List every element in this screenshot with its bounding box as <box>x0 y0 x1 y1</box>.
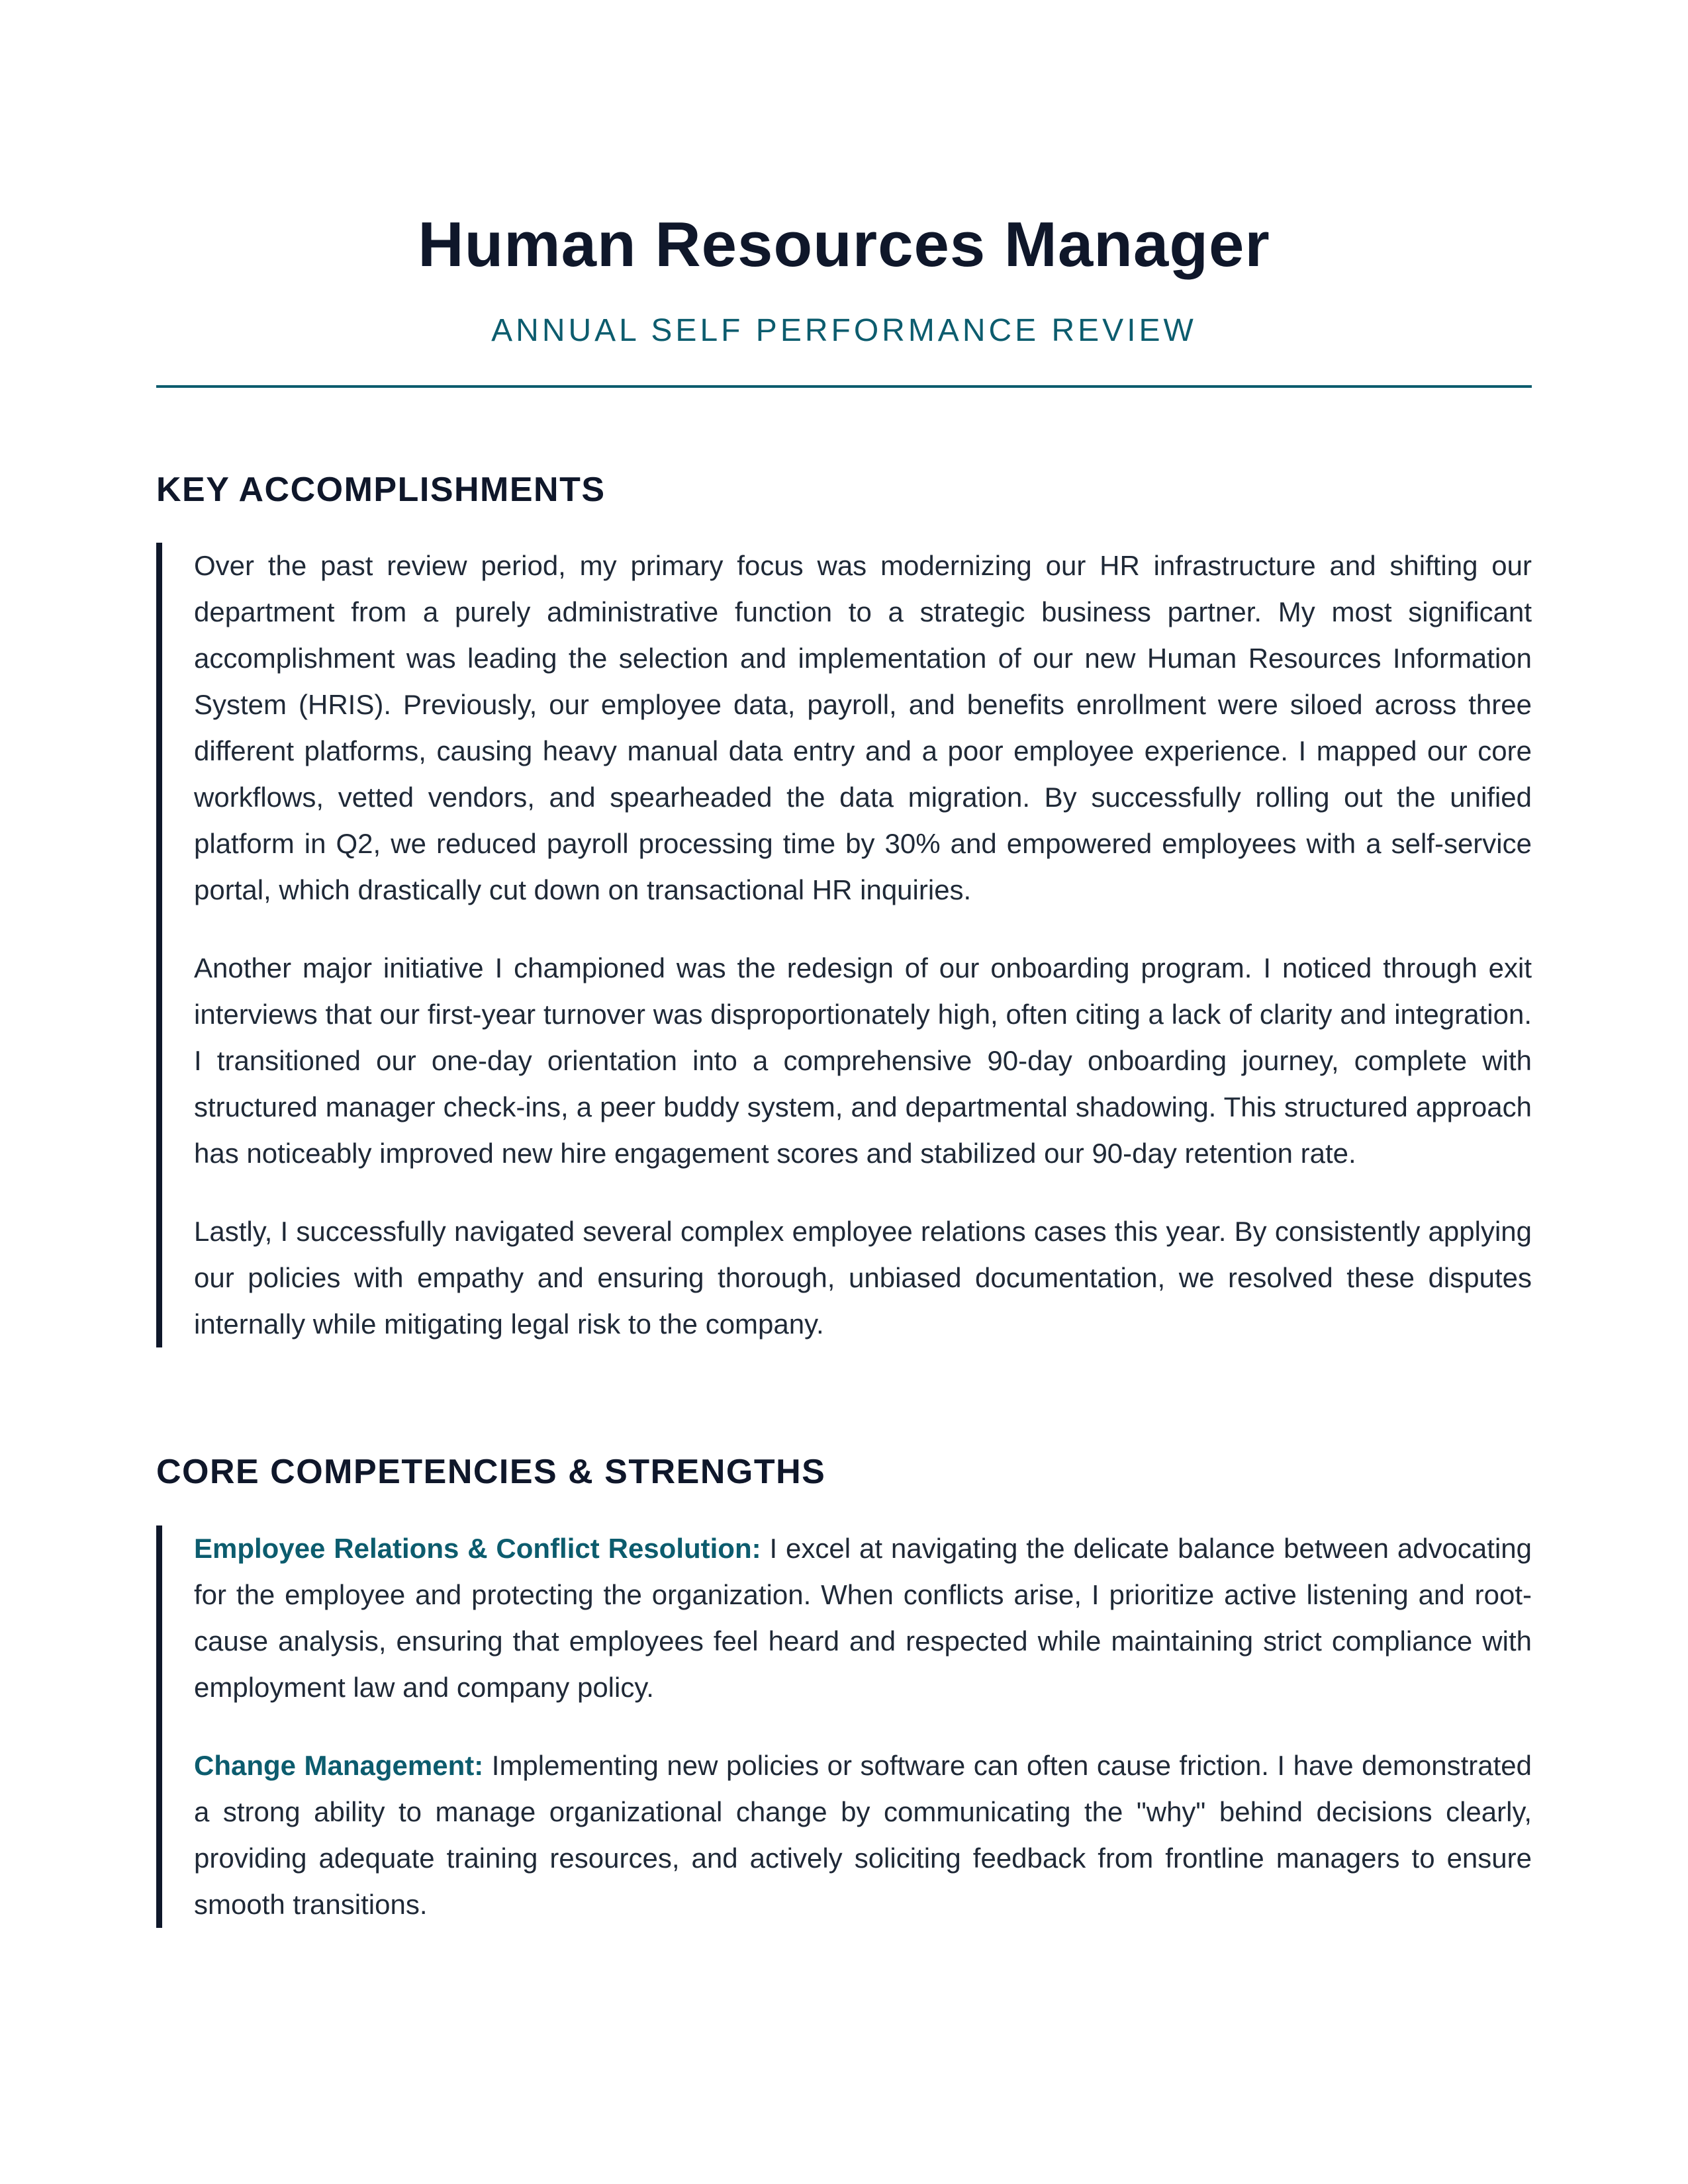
section-heading-competencies: CORE COMPETENCIES & STRENGTHS <box>156 1453 826 1491</box>
competency-name: Employee Relations & Conflict Resolution: <box>194 1533 761 1564</box>
accomplishments-section-body <box>156 543 1532 1347</box>
competency-item <box>194 1525 1532 1711</box>
document-title: Human Resources Manager <box>418 209 1270 280</box>
competency-item <box>194 1743 1532 1928</box>
accomplishment-paragraph-2: Another major initiative I championed was the redesign of our onboarding program. I noticed through exit interviews that our first-year turnover was disproportionately high, often citing a lack of clarity and integration. I transitioned our one-day orientation into a comprehensive 90-day onboarding journey, complete with structured manager check-ins, a peer buddy system, and departmental shadowing. This structured approach has noticeably improved new hire engagement scores and stabilized our 90-day retention rate. <box>194 952 1532 1169</box>
competency-description: I excel at navigating the delicate balance between advocating for the employee and protecting the organization. When conflicts arise, I prioritize active listening and root-cause analysis, ensuring that employees feel heard and respected while maintaining strict compliance with employment law and company policy. <box>194 1533 1532 1703</box>
header-divider <box>156 385 1532 388</box>
document-subtitle: ANNUAL SELF PERFORMANCE REVIEW <box>491 313 1197 348</box>
accomplishment-paragraph-1: Over the past review period, my primary focus was modernizing our HR infrastructure and shifting our department from a purely administrative function to a strategic business partner. My most significant accomplishment was leading the selection and implementation of our new Human Resources Information System (HRIS). Previously, our employee data, payroll, and benefits enrollment were siloed across three different platforms, causing heavy manual data entry and a poor employee experience. I mapped our core workflows, vetted vendors, and spearheaded the data migration. By successfully rolling out the unified platform in Q2, we reduced payroll processing time by 30% and empowered employees with a self-service portal, which drastically cut down on transactional HR inquiries. <box>194 550 1532 905</box>
accomplishment-paragraph-3: Lastly, I successfully navigated several complex employee relations cases this year. By consistently applying our policies with empathy and ensuring thorough, unbiased documentation, we resolved these disputes internally while mitigating legal risk to the company. <box>194 1216 1532 1340</box>
competency-description: Implementing new policies or software can often cause friction. I have demonstrated a strong ability to manage organizational change by communicating the "why" behind decisions clearly, providing adequate training resources, and actively soliciting feedback from frontline managers to ensure smooth transitions. <box>194 1750 1532 1920</box>
competency-name: Change Management: <box>194 1750 484 1781</box>
competencies-section-body <box>156 1525 1532 1928</box>
section-heading-accomplishments: KEY ACCOMPLISHMENTS <box>156 471 606 509</box>
